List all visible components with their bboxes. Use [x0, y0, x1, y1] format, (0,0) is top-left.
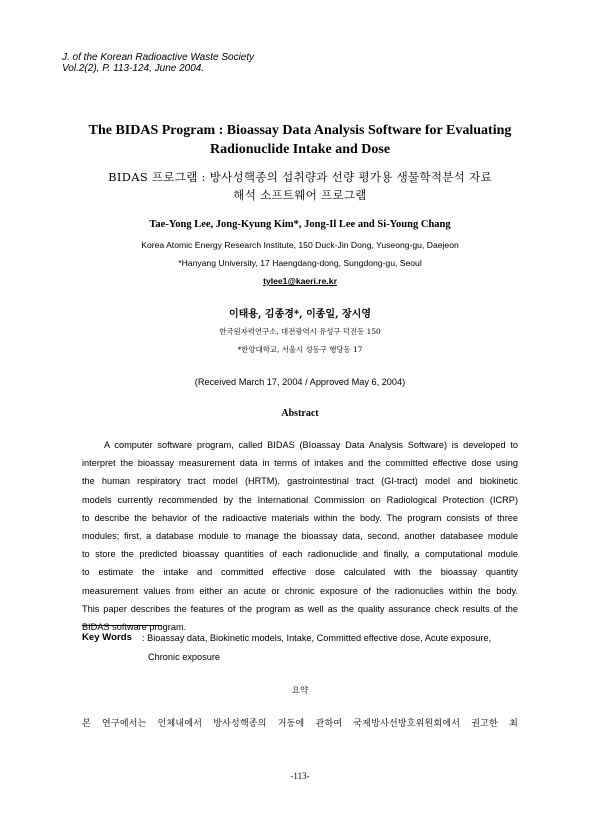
received-dates: (Received March 17, 2004 / Approved May 6, 2004) — [194, 377, 406, 387]
abstract-line: modules; first, a database module to manage the bioassay data, second, another databasee module — [82, 531, 518, 542]
affiliation-english-2: *Hanyang University, 17 Haengdang-dong, Sungdong-gu, Seoul — [178, 258, 422, 268]
journal-name: J. of the Korean Radioactive Waste Society — [62, 52, 255, 63]
paper-title-english — [40, 121, 560, 159]
title-en-line-2: Radionuclide Intake and Dose — [209, 142, 391, 157]
affiliation-english-1: Korea Atomic Energy Research Institute, 150 Duck-Jin Dong, Yuseong-gu, Daejeon — [141, 240, 459, 250]
keywords-list-line-1: : Bioassay data, Biokinetic models, Intake, Committed effective dose, Acute exposure, — [142, 633, 492, 643]
abstract-line: to estimate the intake and committed effective dose calculated with the bioassay quantity — [82, 567, 518, 578]
keywords-list-line-2: Chronic exposure — [148, 652, 221, 662]
abstract-body — [82, 436, 518, 636]
abstract-line: models currently recommended by the International Commission on Radiological Protection (ICRP) — [82, 494, 518, 505]
keywords-label: Key Words — [82, 632, 132, 643]
affiliation-korean-2: *한양대학교, 서울시 성동구 행당동 17 — [237, 345, 363, 354]
abstract-line: interpret the bioassay measurement data in terms of intakes and the committed effective dose using — [82, 458, 518, 469]
korean-abstract-heading: 요약 — [291, 686, 309, 696]
abstract-heading: Abstract — [281, 408, 319, 419]
korean-abstract-first-line: 본 연구에서는 인체내에서 방사성핵종의 거동에 관하여 국제방사선방호위원회에서 권고한 최 — [82, 719, 518, 729]
abstract-line: measurement values from either an acute or chronic exposure of the radionuclies within the body. — [82, 585, 518, 596]
abstract-line: A computer software program, called BIDAS (BIoassay Data Analysis Software) is developed to — [104, 440, 518, 450]
affiliation-korean-1: 한국원자력연구소, 대전광역시 유성구 덕진동 150 — [219, 327, 381, 336]
abstract-line: to store the predicted bioassay quantities of each radionuclide and finally, a computational module — [82, 549, 518, 560]
abstract-line: the human respiratory tract model (HRTM), gastrointestinal tract (GI-tract) model and biokinetic — [82, 476, 518, 487]
journal-volume: Vol.2(2), P. 113-124, June 2004. — [62, 63, 205, 74]
paper-title-korean — [40, 168, 560, 204]
abstract-line: to describe the behavior of the radioactive materials within the body. The program consists of three — [82, 512, 518, 523]
page-number: -113- — [290, 771, 310, 781]
author-email-link[interactable]: tylee1@kaeri.re.kr — [263, 276, 337, 286]
authors-english: Tae-Yong Lee, Jong-Kyung Kim*, Jong-Il Lee and Si-Young Chang — [149, 219, 451, 230]
abstract-line: BIDAS software program. — [82, 622, 187, 633]
title-ko-line-1: BIDAS 프로그램 : 방사성핵종의 섭취량과 선량 평가용 생물학적분석 자료 — [108, 170, 492, 184]
keywords-divider — [82, 625, 162, 626]
journal-citation — [62, 52, 254, 74]
title-ko-line-2: 해석 소프트웨어 프로그램 — [233, 188, 367, 202]
title-en-line-1: The BIDAS Program : Bioassay Data Analysis Software for Evaluating — [88, 123, 512, 138]
abstract-line: This paper describes the features of the program as well as the quality assurance check results of the — [82, 603, 518, 614]
authors-korean: 이태용, 김종경*, 이종일, 장시영 — [228, 309, 372, 320]
